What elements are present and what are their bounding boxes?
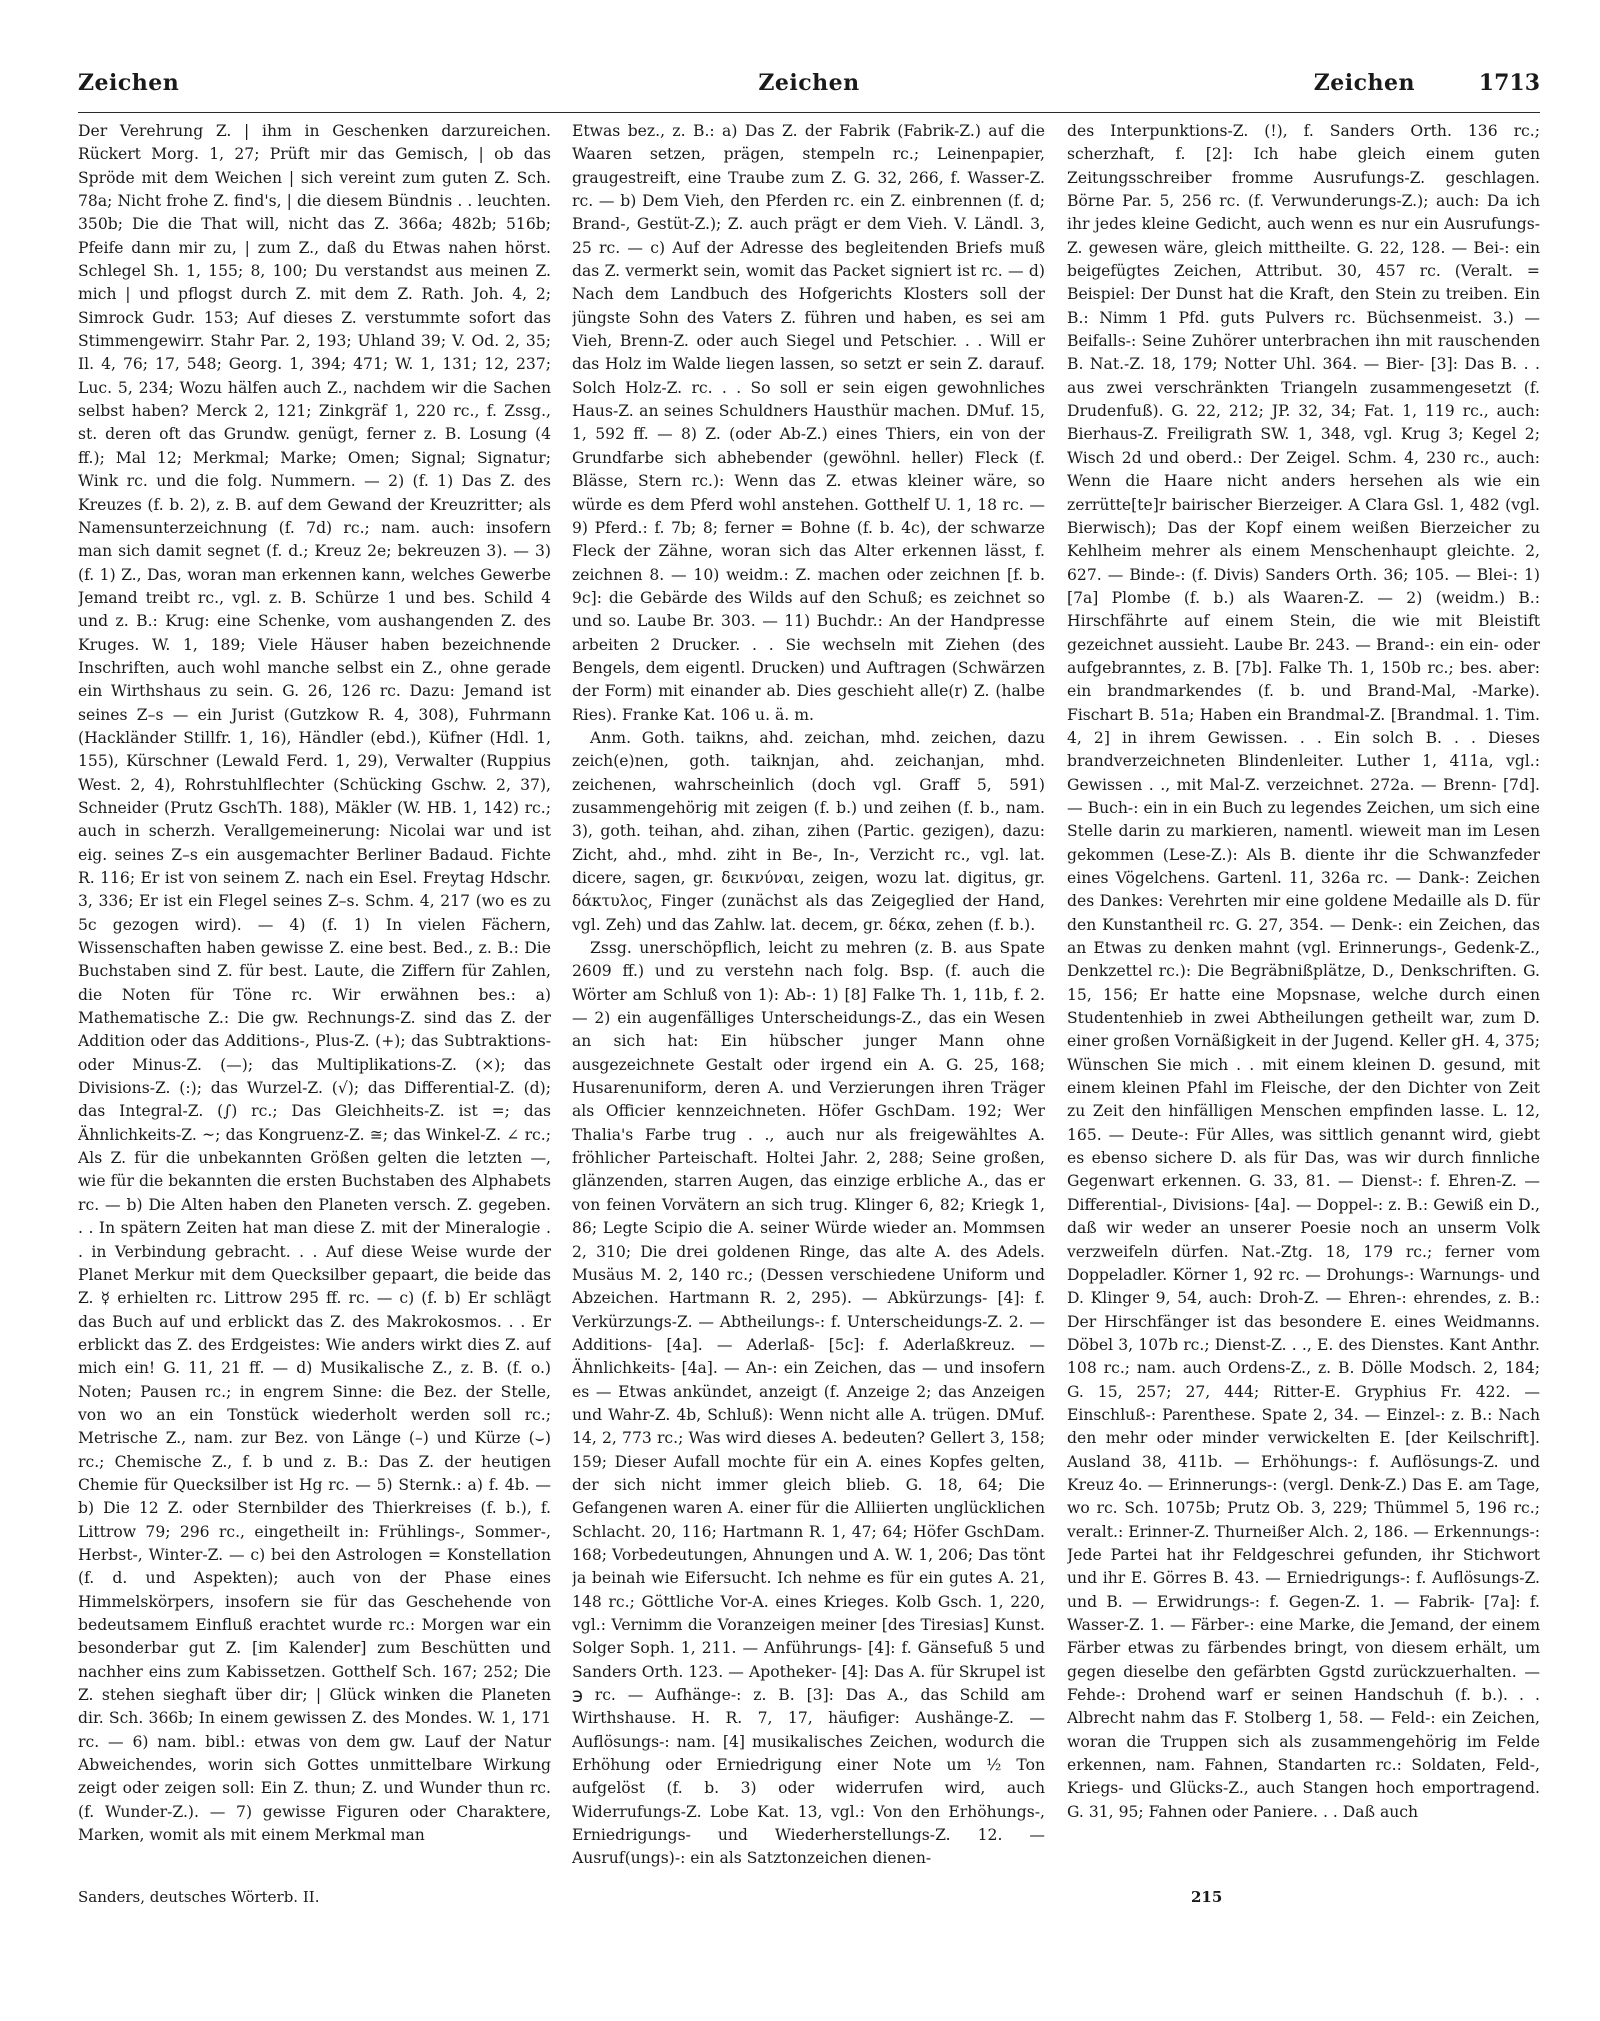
page-header xyxy=(78,70,1540,110)
footer-title: Sanders, deutsches Wörterb. II. xyxy=(78,1888,320,1906)
right-running-headword: Zeichen xyxy=(1313,70,1415,96)
header-rule xyxy=(78,112,1540,113)
left-running-headword: Zeichen xyxy=(78,70,180,96)
column-2-text: Etwas bez., z. B.: a) Das Z. der Fabrik (Fabrik-Z.) auf die Waaren setzen, prägen, stempeln rc.; Leinenpapier, graugestreift, eine Traube zum Z. G. 32, 266, f. Wasser-Z. rc. — b) Dem Vieh, den Pferden rc. ein Z. einbrennen (f. d; Brand-, Gestüt-Z.); Z. auch prägt er dem Vieh. V. Ländl. 3, 25 rc. — c) Auf der Adresse des begleitenden Briefs muß das Z. vermerkt sein, womit das Packet signiert ist rc. — d) Nach dem Landbuch des Hofgerichts Klosters soll der jüngste Sohn des Vaters Z. führen und haben, es sei am Vieh, Brenn-Z. oder auch Siegel und Petschier. . . Will er das Holz im Walde liegen lassen, so setzt er sein Z. darauf. Solch Holz-Z. rc. . . So soll er sein eigen gewohnliches Haus-Z. an seines Schuldners Hausthür machen. DMuf. 15, 1, 592 ff. — 8) Z. (oder Ab-Z.) eines Thiers, ein von der Grundfarbe sich abhebender (gewöhnl. heller) Fleck (f. Blässe, Stern rc.): Wenn das Z. etwas kleiner wäre, so würde es dem Pferd wohl anstehen. Gotthelf U. 1, 18 rc. — 9) Pferd.: f. 7b; 8; ferner = Bohne (f. b. 4c), der schwarze Fleck der Zähne, woran sich das Alter erkennen lässt, f. zeichnen 8. — 10) weidm.: Z. machen oder zeichnen [f. b. 9c]: die Gebärde des Wilds auf den Schuß; es zeichnet so und so. Laube Br. 303. — 11) Buchdr.: An der Handpresse arbeiten 2 Drucker. . . Sie wechseln mit Ziehen (des Bengels, dem eigentl. Drucken) und Auftragen (Schwärzen der Form) mit einander ab. Dies geschieht alle(r) Z. (halbe Ries). Franke Kat. 106 u. ä. m. xyxy=(572,122,1045,724)
text-columns xyxy=(78,120,1540,1880)
column-2 xyxy=(572,120,1045,1880)
column-3-text: des Interpunktions-Z. (!), f. Sanders Orth. 136 rc.; scherzhaft, f. [2]: Ich habe gleich einem guten Zeitungsschreiber fromme Ausrufungs-Z. geschlagen. Börne Par. 5, 256 rc. (f. Verwunderungs-Z.); auch: Da ich ihr jedes kleine Gedicht, auch wenn es nur ein Ausrufungs-Z. gewesen wäre, gleich mittheilte. G. 22, 128. — Bei-: ein beigefügtes Zeichen, Attribut. 30, 457 rc. (Veralt. = Beispiel: Der Dunst hat die Kraft, den Stein zu treiben. Ein B.: Nimm 1 Pfd. guts Pulvers rc. Büchsenmeist. 3.) — Beifalls-: Seine Zuhörer unterbrachen ihn mit rauschenden B. Nat.-Z. 18, 179; Notter Uhl. 364. — Bier- [3]: Das B. . . aus zwei verschränkten Triangeln zusammengesetzt (f. Drudenfuß). G. 22, 212; JP. 32, 34; Fat. 1, 119 rc., auch: Bierhaus-Z. Freiligrath SW. 1, 348, vgl. Krug 3; Kegel 2; Wisch 2d und oberd.: Der Zeigel. Schm. 4, 230 rc., auch: Wenn die Haare nicht anders hersehen als wie ein zerrütte[te]r bairischer Bierzeiger. A Clara Gsl. 1, 482 (vgl. Bierwisch); Das der Kopf einem weißen Bierzeicher zu Kehlheim mehrer als einem Menschenhaupt gleichte. 2, 627. — Binde-: (f. Divis) Sanders Orth. 36; 105. — Blei-: 1) [7a] Plombe (f. b.) als Waaren-Z. — 2) (weidm.) B.: Hirschfährte auf einem Stein, die wie mit Bleistift gezeichnet aussieht. Laube Br. 243. — Brand-: ein ein- oder aufgebranntes, z. B. [7b]. Falke Th. 1, 150b rc.; bes. aber: ein brandmarkendes (f. b. und Brand-Mal, -Marke). Fischart B. 51a; Haben ein Brandmal-Z. [Brandmal. 1. Tim. 4, 2] in ihrem Gewissen. . . Ein solch B. . . Dieses brandverzeichneten Blindenleiter. Luther 1, 411a, vgl.: Gewissen . ., mit Mal-Z. verzeichnet. 272a. — Brenn- [7d]. — Buch-: ein in ein Buch zu legendes Zeichen, um sich eine Stelle darin zu markieren, namentl. wieweit man im Lesen gekommen (Lese-Z.): Als B. diente ihr die Schwanzfeder eines Vögelchens. Gartenl. 11, 326a rc. — Dank-: Zeichen des Dankes: Verehrten mir eine goldene Medaille als D. für den Kunstantheil rc. G. 27, 354. — Denk-: ein Zeichen, das an Etwas zu denken mahnt (vgl. Erinnerungs-, Gedenk-Z., Denkzettel rc.): Die Begräbnißplätze, D., Denkschriften. G. 15, 156; Er hatte eine Mopsnase, welche durch einen Studentenhieb in zwei Abtheilungen getheilt war, zum D. einer großen Vornäßigkeit in der Jugend. Keller gH. 4, 375; Wünschen Sie mich . . mit einem kleinen D. gesund, mit einem kleinen Pfahl im Fleische, der den Dichter von Zeit zu Zeit den hinfälligen Menschen empfinden lasse. L. 12, 165. — Deute-: Für Alles, was sittlich genannt wird, giebt es ebenso sichere D. als für Das, was wir durch finnliche Gegenwart erkennen. G. 33, 81. — Dienst-: f. Ehren-Z. — Differential-, Divisions- [4a]. — Doppel-: z. B.: Gewiß ein D., daß wir weder an unserer Poesie noch an unserm Volk verzweifeln dürfen. Nat.-Ztg. 18, 179 rc.; ferner vom Doppeladler. Körner 1, 92 rc. — Drohungs-: Warnungs- und D. Klinger 9, 54, auch: Droh-Z. — Ehren-: ehrendes, z. B.: Der Hirschfänger ist das besondere E. eines Weidmanns. Döbel 3, 107b rc.; Dienst-Z. . ., E. des Dienstes. Kant Anthr. 108 rc.; nam. auch Ordens-Z., z. B. Dölle Modsch. 2, 184; G. 15, 257; 27, 444; Ritter-E. Gryphius Fr. 422. — Einschluß-: Parenthese. Spate 2, 34. — Einzel-: z. B.: Nach den mehr oder minder verwickelten E. [der Keilschrift]. Ausland 38, 411b. — Erhöhungs-: f. Auflösungs-Z. und Kreuz 4o. — Erinnerungs-: (vergl. Denk-Z.) Das E. am Tage, wo rc. Sch. 1075b; Prutz Ob. 3, 229; Thümmel 5, 196 rc.; veralt.: Erinner-Z. Thurneißer Alch. 2, 186. — Erkennungs-: Jede Partei hat ihr Feldgeschrei gefunden, ihr Stichwort und ihr E. Görres B. 43. — Erniedrigungs-: f. Auflösungs-Z. und B. — Erwidrungs-: f. Gegen-Z. 1. — Fabrik- [7a]: f. Wasser-Z. 1. — Färber-: eine Marke, die Jemand, der einem Färber etwas zu färbendes bringt, von diesem erhält, um gegen dieselbe den gefärbten Ggstd zurückzuerhalten. — Fehde-: Drohend warf er seinen Handschuh (f. b.). . . Albrecht nahm das F. Stolberg 1, 58. — Feld-: ein Zeichen, woran die Truppen sich als zusammengehörig im Felde erkennen, nam. Fahnen, Standarten rc.: Soldaten, Feld-, Kriegs- und Glücks-Z., auch Stangen hoch emportragend. G. 31, 95; Fahnen oder Paniere. . . Daß auch xyxy=(1067,122,1540,1821)
column-2-compounds: Zssg. unerschöpflich, leicht zu mehren (z. B. aus Spate 2609 ff.) und zu verstehn nach folg. Bsp. (f. auch die Wörter am Schluß von 1): Ab-: 1) [8] Falke Th. 1, 11b, f. 2. — 2) ein augenfälliges Unterscheidungs-Z., das ein Wesen an sich hat: Ein hübscher junger Mann ohne ausgezeichnete Gestalt oder irgend ein A. G. 25, 168; Husarenuniform, deren A. und Verzierungen ihren Träger als Officier kennzeichneten. Höfer GschDam. 192; Wer Thalia's Farbe trug . ., auch nur als freigewähltes A. fröhlicher Parteischaft. Holtei Jahr. 2, 288; Seine großen, glänzenden, starren Augen, das einzige erbliche A., das er von feinen Vorvätern an sich trug. Klinger 6, 82; Kriegk 1, 86; Legte Scipio die A. seiner Würde wieder an. Mommsen 2, 310; Die drei goldenen Ringe, das alte A. des Adels. Musäus M. 2, 140 rc.; (Dessen verschiedene Uniform und Abzeichen. Hartmann R. 2, 295). — Abkürzungs- [4]: f. Verkürzungs-Z. — Abtheilungs-: f. Unterscheidungs-Z. 2. — Additions- [4a]. — Aderlaß- [5c]: f. Aderlaßkreuz. — Ähnlichkeits- [4a]. — An-: ein Zeichen, das — und insofern es — Etwas ankündet, anzeigt (f. Anzeige 2; das Anzeigen und Wahr-Z. 4b, Schluß): Wenn nicht alle A. trügen. DMuf. 14, 2, 773 rc.; Was wird dieses A. bedeuten? Gellert 3, 158; 159; Dieser Aufall mochte für ein A. eines Kopfes gelten, der sich nicht immer gleich blieb. G. 18, 64; Die Gefangenen waren A. einer für die Alliierten unglücklichen Schlacht. 20, 116; Hartmann R. 1, 47; 64; Höfer GschDam. 168; Vorbedeutungen, Ahnungen und A. W. 1, 206; Das tönt ja beinah wie Eifersucht. Ich nehme es für ein gutes A. 21, 148 rc.; Göttliche Vor-A. eines Krieges. Kolb Gsch. 1, 220, vgl.: Vernimm die Voranzeigen meiner [des Tiresias] Kunst. Solger Soph. 1, 211. — Anführungs- [4]: f. Gänsefuß 5 und Sanders Orth. 123. — Apotheker- [4]: Das A. für Skrupel ist ℈ rc. — Aufhänge-: z. B. [3]: Das A., das Schild am Wirthshause. H. R. 7, 17, häufiger: Aushänge-Z. — Auflösungs-: nam. [4] musikalisches Zeichen, wodurch die Erhöhung oder Erniedrigung einer Note um ½ Ton aufgelöst (f. b. 3) oder widerrufen wird, auch Widerrufungs-Z. Lobe Kat. 13, vgl.: Von den Erhöhungs-, Erniedrigungs- und Wiederherstellungs-Z. 12. — Ausruf(ungs)-: ein als Satztonzeichen dienen- xyxy=(572,939,1045,1868)
page-number: 1713 xyxy=(1478,70,1540,96)
signature-mark: 215 xyxy=(1191,1888,1223,1906)
page-footer xyxy=(78,1888,1540,1918)
center-running-headword: Zeichen xyxy=(758,70,860,96)
column-2-etymology-note: Anm. Goth. taikns, ahd. zeichan, mhd. zeichen, dazu zeich(e)nen, goth. taiknjan, ahd. zeichanjan, mhd. zeichenen, wahrscheinlich (doch vgl. Graff 5, 591) zusammengehörig mit zeigen (f. b.) und zeihen (f. b., nam. 3), goth. teihan, ahd. zihan, zihen (Partic. gezigen), dazu: Zicht, ahd., mhd. ziht in Be-, In-, Verzicht rc., vgl. lat. dicere, sagen, gr. δεικνύναι, zeigen, wozu lat. digitus, gr. δάκτυλος, Finger (zunächst als das Zeigeglied der Hand, vgl. Zeh) und das Zahlw. lat. decem, gr. δέκα, zehen (f. b.). xyxy=(572,728,1045,934)
column-1-text: Der Verehrung Z. | ihm in Geschenken darzureichen. Rückert Morg. 1, 27; Prüft mir das Gemisch, | ob das Spröde mit dem Weichen | sich vereint zum guten Z. Sch. 78a; Nicht frohe Z. find's, | die diesem Bündnis . . leuchten. 350b; Die die That will, nicht das Z. 366a; 482b; 516b; Pfeife dann mir zu, | zum Z., daß du Etwas nahen hörst. Schlegel Sh. 1, 155; 8, 100; Du verstandst aus meinen Z. mich | und pflogst durch Z. mit dem Z. Rath. Joh. 4, 2; Simrock Gudr. 153; Auf dieses Z. verstummte sofort das Stimmengewirr. Stahr Par. 2, 193; Uhland 39; V. Od. 2, 35; Il. 4, 76; 17, 548; Georg. 1, 394; 471; W. 1, 131; 12, 237; Luc. 5, 234; Wozu hälfen auch Z., nachdem wir die Sachen selbst haben? Merck 2, 121; Zinkgräf 1, 220 rc., f. Zssg., st. deren oft das Grundw. genügt, ferner z. B. Losung (4 ff.); Mal 12; Merkmal; Marke; Omen; Signal; Signatur; Wink rc. und die folg. Nummern. — 2) (f. 1) Das Z. des Kreuzes (f. b. 2), z. B. auf dem Gewand der Kreuzritter; als Namensunterzeichnung (f. 7d) rc.; nam. auch: insofern man sich damit segnet (f. d.; Kreuz 2e; bekreuzen 3). — 3) (f. 1) Z., Das, woran man erkennen kann, welches Gewerbe Jemand treibt rc., vgl. z. B. Schürze 1 und bes. Schild 4 und z. B.: Krug: eine Schenke, vom aushangenden Z. des Kruges. W. 1, 189; Viele Häuser haben bezeichnende Inschriften, auch wohl manche selbst ein Z., ohne gerade ein Wirthshaus zu sein. G. 26, 126 rc. Dazu: Jemand ist seines Z–s — ein Jurist (Gutzkow R. 4, 308), Fuhrmann (Hackländer Stillfr. 1, 16), Händler (ebd.), Küfner (Hdl. 1, 155), Kürschner (Lewald Ferd. 1, 29), Verwalter (Ruppius West. 2, 4), Rohrstuhlflechter (Schücking Gschw. 2, 37), Schneider (Prutz GschTh. 188), Mäkler (W. HB. 1, 142) rc.; auch in scherzh. Verallgemeinerung: Nicolai war und ist eig. seines Z–s ein ausgemachter Berliner Badaud. Fichte R. 116; Er ist von seinem Z. nach ein Esel. Freytag Hdschr. 3, 336; Er ist ein Flegel seines Z–s. Schm. 4, 217 (wo es zu 5c gezogen wird). — 4) (f. 1) In vielen Fächern, Wissenschaften haben gewisse Z. eine best. Bed., z. B.: Die Buchstaben sind Z. für best. Laute, die Ziffern für Zahlen, die Noten für Töne rc. Wir erwähnen bes.: a) Mathematische Z.: Die gw. Rechnungs-Z. sind das Z. der Addition oder das Additions-, Plus-Z. (+); das Subtraktions- oder Minus-Z. (—); das Multiplikations-Z. (×); das Divisions-Z. (:); das Wurzel-Z. (√); das Differential-Z. (d); das Integral-Z. (∫) rc.; Das Gleichheits-Z. ist =; das Ähnlichkeits-Z. ~; das Kongruenz-Z. ≅; das Winkel-Z. ∠ rc.; Als Z. für die unbekannten Größen gelten die letzten —, wie für die bekannten die ersten Buchstaben des Alphabets rc. — b) Die Alten haben den Planeten versch. Z. gegeben. . . In spätern Zeiten hat man diese Z. mit der Mineralogie . . in Verbindung gebracht. . . Auf diese Weise wurde der Planet Merkur mit dem Quecksilber gepaart, die beide das Z. ☿ erhielten rc. Littrow 295 ff. rc. — c) (f. b) Er schlägt das Buch auf und erblickt das Z. des Makrokosmos. . . Er erblickt das Z. des Erdgeistes: Wie anders wirkt dies Z. auf mich ein! G. 11, 21 ff. — d) Musikalische Z., z. B. (f. o.) Noten; Pausen rc.; in engrem Sinne: die Bez. der Stelle, von wo an ein Tonstück wiederholt werden soll rc.; Metrische Z., nam. zur Bez. von Länge (–) und Kürze (⌣) rc.; Chemische Z., f. b und z. B.: Das Z. der heutigen Chemie für Quecksilber ist Hg rc. — 5) Sternk.: a) f. 4b. — b) Die 12 Z. oder Sternbilder des Thierkreises (f. b.), f. Littrow 79; 296 rc., eingetheilt in: Frühlings-, Sommer-, Herbst-, Winter-Z. — c) bei den Astrologen = Konstellation (f. d. und Aspekten); auch von der Phase eines Himmelskörpers, insofern sie für das Geschehende von bedeutsamem Einfluß erachtet wurde rc.: Morgen war ein besonderbar gut Z. [im Kalender] zum Beschütten und nachher eins zum Kabissetzen. Gotthelf Sch. 167; 252; Die Z. stehen sieghaft über dir; | Glück winken die Planeten dir. Sch. 366b; In einem gewissen Z. des Mondes. W. 1, 171 rc. — 6) nam. bibl.: etwas von dem gw. Lauf der Natur Abweichendes, worin sich Gottes unmittelbare Wirkung zeigt oder zeigen soll: Ein Z. thun; Z. und Wunder thun rc. (f. Wunder-Z.). — 7) gewisse Figuren oder Charaktere, Marken, womit als mit einem Merkmal man xyxy=(78,122,551,1845)
column-3 xyxy=(1067,120,1540,1880)
column-1 xyxy=(78,120,551,1880)
